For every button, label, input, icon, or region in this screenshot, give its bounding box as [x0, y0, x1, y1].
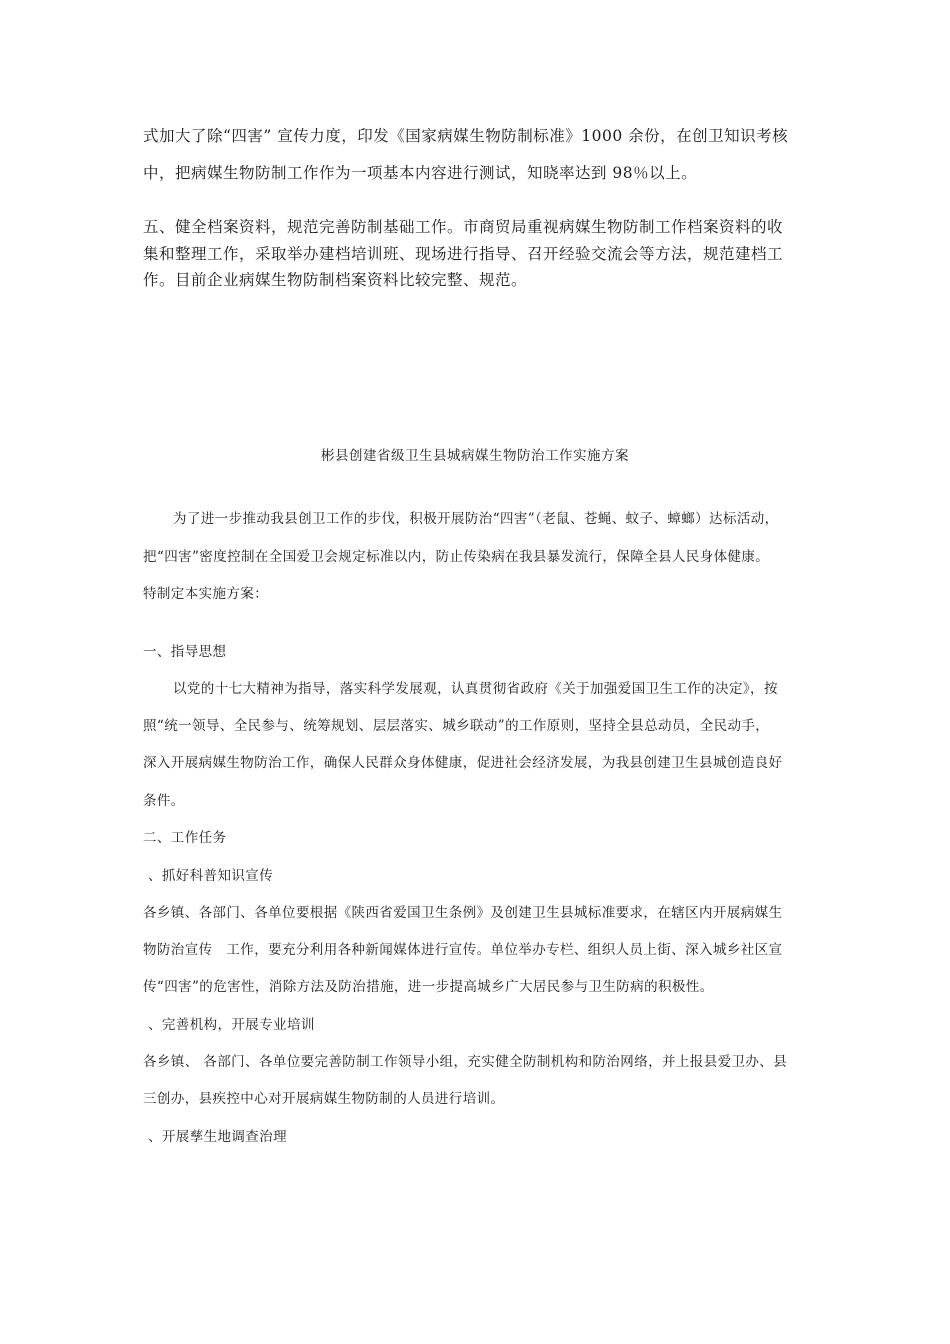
- section-1-line-4: 条件。: [143, 793, 185, 809]
- section-1-line-1: 以党的十七大精神为指导，落实科学发展观，认真贯彻省政府《关于加强爱国卫生工作的决定》，按: [173, 681, 778, 697]
- paragraph-4-line-1: 式加大了除“四害” 宣传力度，印发《国家病媒生物防制标准》1000 余份，在创卫知识考核: [143, 127, 789, 145]
- paragraph-5-line-1: 五、健全档案资料，规范完善防制基础工作。市商贸局重视病媒生物防制工作档案资料的收: [143, 218, 784, 236]
- paragraph-4-line-2: 中，把病媒生物防制工作作为一项基本内容进行测试，知晓率达到 98％以上。: [143, 164, 698, 182]
- paragraph-5-line-2: 集和整理工作，采取举办建档培训班、现场进行指导、召开经验交流会等方法，规范建档工: [143, 245, 784, 263]
- task-2-line-2: 三创办，县疾控中心对开展病媒生物防制的人员进行培训。: [143, 1091, 505, 1107]
- paragraph-5-line-3: 作。目前企业病媒生物防制档案资料比较完整、规范。: [143, 271, 528, 289]
- intro-line-3: 特制定本实施方案：: [143, 586, 269, 602]
- section-2-heading: 二、工作任务: [143, 830, 227, 846]
- task-2-line-1: 各乡镇、 各部门、各单位要完善防制工作领导小组，充实健全防制机构和防治网络，并上报县爱卫办、县: [143, 1054, 788, 1070]
- section-1-line-2: 照“统一领导、全民参与、统筹规划、层层落实、城乡联动”的工作原则，坚持全县总动员，全民动手，: [143, 718, 770, 734]
- task-2-heading: 、完善机构，开展专业培训: [148, 1017, 315, 1033]
- document-title: 彬县创建省级卫生县城病媒生物防治工作实施方案: [321, 448, 629, 464]
- section-1-line-3: 深入开展病媒生物防治工作，确保人民群众身体健康，促进社会经济发展，为我县创建卫生县城创造良好: [143, 755, 783, 771]
- intro-line-1: 为了进一步推动我县创卫工作的步伐，积极开展防治“四害”（老鼠、苍蝇、蚊子、蟑螂）达标活动，: [173, 511, 779, 527]
- task-1-heading: 、抓好科普知识宣传: [148, 868, 274, 884]
- task-1-line-3: 传“四害”的危害性，消除方法及防治措施，进一步提高城乡广大居民参与卫生防病的积极性。: [143, 979, 714, 995]
- intro-line-2: 把“四害”密度控制在全国爱卫会规定标准以内，防止传染病在我县暴发流行，保障全县人民身体健康。: [143, 549, 770, 565]
- task-3-heading: 、开展孳生地调查治理: [148, 1129, 287, 1145]
- section-1-heading: 一、指导思想: [143, 644, 227, 660]
- task-1-line-2: 物防治宣传 工作，要充分利用各种新闻媒体进行宣传。单位举办专栏、组织人员上街、深入城乡社区宣: [143, 942, 783, 958]
- task-1-line-1: 各乡镇、各部门、各单位要根据《陕西省爱国卫生条例》及创建卫生县城标准要求，在辖区内开展病媒生: [143, 905, 783, 921]
